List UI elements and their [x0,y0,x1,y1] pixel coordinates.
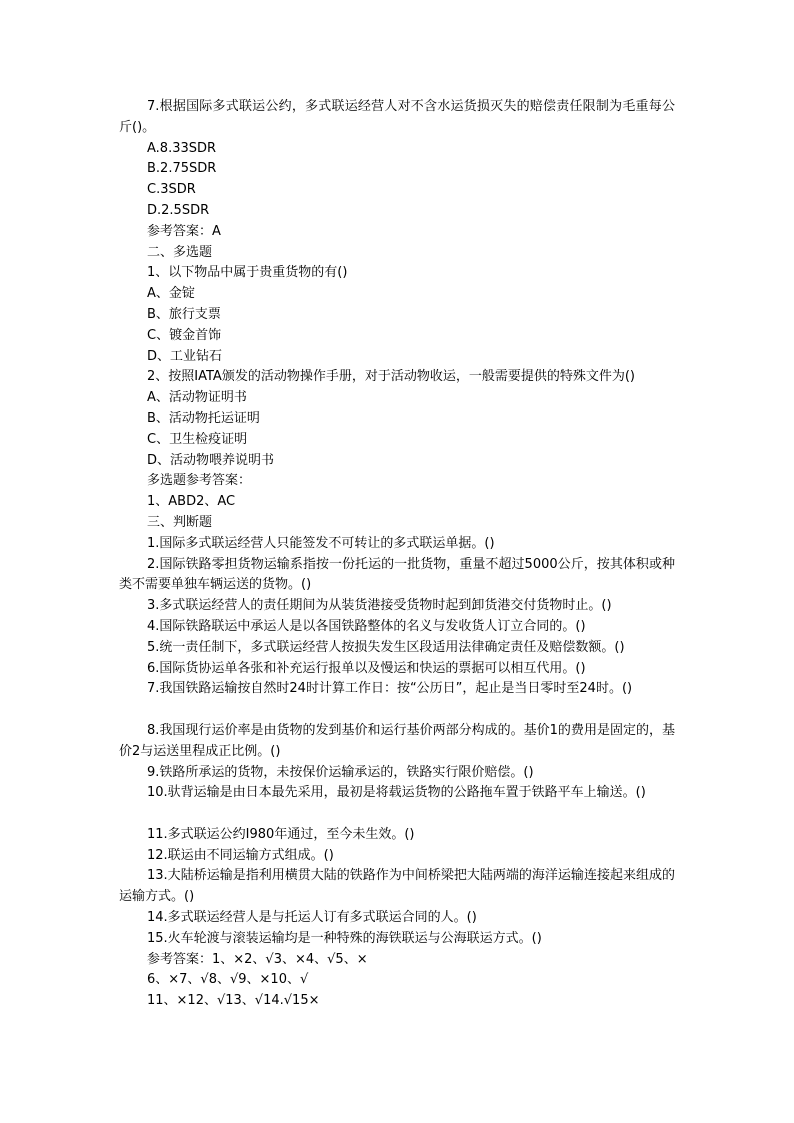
q7-answer: 参考答案：A [147,223,221,239]
document-body [119,97,675,1012]
multi-q2-option-b: B、活动物托运证明 [147,410,260,426]
question-7-stem: 7.根据国际多式联运公约，多式联运经营人对不含水运货损灭失的赔偿责任限制为毛重每公斤()。 [119,99,675,135]
judge-item-3: 3.多式联运经营人的责任期间为从装货港接受货物时起到卸货港交付货物时止。() [147,598,612,614]
multi-q2-stem: 2、按照IATA颁发的活动物操作手册，对于活动物收运，一般需要提供的特殊文件为() [147,369,635,385]
section-heading-multi: 二、多选题 [147,244,213,260]
multi-q2-option-d: D、活动物喂养说明书 [147,452,275,468]
judge-item-11: 11.多式联运公约I980年通过，至今未生效。() [147,826,415,842]
judge-item-7: 7.我国铁路运输按自然时24时计算工作日：按“公历日”，起止是当日零时至24时。() [147,681,633,697]
multi-answer: 1、ABD2、AC [147,494,236,510]
section-heading-judge: 三、判断题 [147,514,213,530]
q7-option-b: B.2.75SDR [147,161,217,177]
judge-item-5: 5.统一责任制下，多式联运经营人按损失发生区段适用法律确定责任及赔偿数额。() [147,639,625,655]
judge-item-6: 6.国际货协运单各张和补充运行报单以及慢运和快运的票据可以相互代用。() [147,660,586,676]
multi-q2-option-a: A、活动物证明书 [147,390,247,406]
judge-item-9: 9.铁路所承运的货物，未按保价运输承运的，铁路实行限价赔偿。() [147,764,534,780]
multi-answer-label: 多选题参考答案： [147,473,252,489]
judge-item-8: 8.我国现行运价率是由货物的发到基价和运行基价两部分构成的。基价1的费用是固定的，基价2与运送里程成正比例。() [119,722,675,759]
judge-answer-line-1: 参考答案：1、×2、√3、×4、√5、× [147,951,368,967]
judge-item-12: 12.联运由不同运输方式组成。() [147,847,334,863]
judge-item-10: 10.驮背运输是由日本最先采用，最初是将载运货物的公路拖车置于铁路平车上输送。() [147,785,646,801]
judge-item-1: 1.国际多式联运经营人只能签发不可转让的多式联运单据。() [147,535,495,551]
q7-option-a: A.8.33SDR [147,140,217,156]
judge-item-2: 2.国际铁路零担货物运输系指按一份托运的一批货物，重量不超过5000公斤，按其体积或种类不需要单独车辆运送的货物。() [119,556,675,593]
multi-q1-option-a: A、金锭 [147,286,195,302]
multi-q1-stem: 1、以下物品中属于贵重货物的有() [147,265,348,281]
judge-item-15: 15.火车轮渡与滚装运输均是一种特殊的海铁联运与公海联运方式。() [147,930,542,946]
q7-option-c: C.3SDR [147,182,196,198]
multi-q2-option-c: C、卫生检疫证明 [147,431,248,447]
judge-item-13: 13.大陆桥运输是指利用横贯大陆的铁路作为中间桥梁把大陆两端的海洋运输连接起来组成的运输方式。() [119,868,675,905]
judge-item-14: 14.多式联运经营人是与托运人订有多式联运合同的人。() [147,910,477,926]
multi-q1-option-d: D、工业钻石 [147,348,223,364]
multi-q1-option-c: C、镀金首饰 [147,327,222,343]
judge-answer-line-3: 11、×12、√13、√14.√15× [147,993,320,1009]
judge-item-4: 4.国际铁路联运中承运人是以各国铁路整体的名义与发收货人订立合同的。() [147,618,586,634]
multi-q1-option-b: B、旅行支票 [147,306,221,322]
judge-answer-line-2: 6、×7、√8、√9、×10、√ [147,972,309,988]
q7-option-d: D.2.5SDR [147,202,210,218]
